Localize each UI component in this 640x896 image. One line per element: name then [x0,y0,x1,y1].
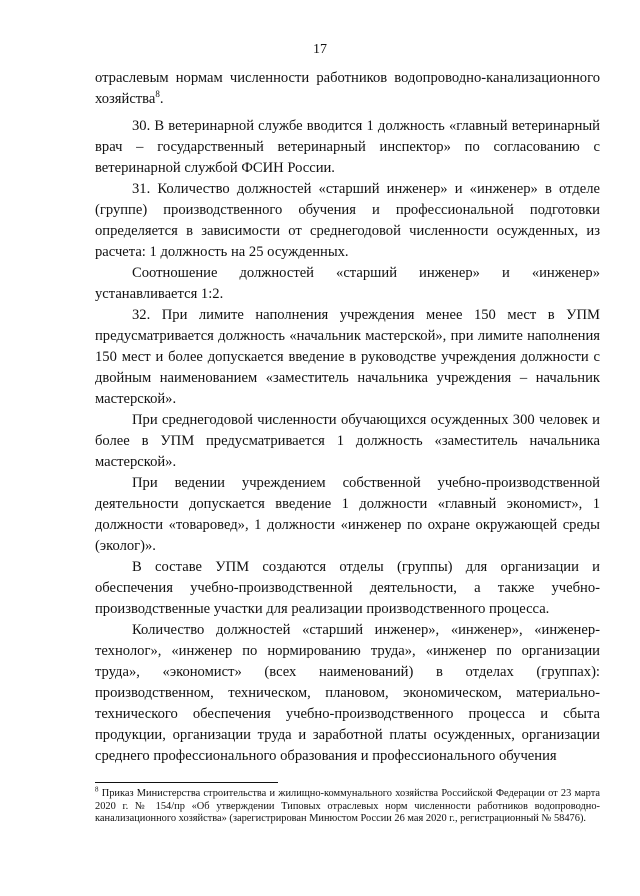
paragraph-positions-count: Количество должностей «старший инженер», «инженер», «инженер-технолог», «инженер по нормированию труда», «инженер по организации труда», «экономист» (всех наименований) в отделах (группах): производственном, техническом, плановом, экономическом, материально-технического обеспечения учебно-производственного процесса и сбыта продукции, организации труда и заработной платы осужденных, организации среднего профессионального образования и профессионального обучения [95,622,600,764]
paragraph-deputy-head: При среднегодовой численности обучающихся осужденных 300 человек и более в УПМ предусматривается 1 должность «заместитель начальника мастерской». [95,412,600,470]
footnote-reference: 8 [155,89,160,100]
paragraph-30: 30. В ветеринарной службе вводится 1 должность «главный ветеринарный врач – государственный ветеринарный инспектор» по согласованию с ветеринарной службой ФСИН России. [95,118,600,176]
paragraph-text: отраслевым нормам численности работников водопроводно-канализационного хозяйства [95,70,600,107]
footnote [95,785,600,826]
footnote-separator [95,782,278,783]
paragraph-continuation: отраслевым нормам численности работников водопроводно-канализационного хозяйства$^8$. [95,70,600,107]
paragraph-32: 32. При лимите наполнения учреждения менее 150 мест в УПМ предусматривается должность «начальник мастерской», при лимите наполнения 150 мест и более допускается введение в руководстве учреждения должности с двойным наименованием «заместитель начальника учреждения – начальник мастерской». [95,307,600,407]
body-text [95,68,600,767]
footnote-marker: 8 [95,785,99,794]
paragraph-ratio: Соотношение должностей «старший инженер» и «инженер» устанавливается 1:2. [95,265,600,302]
paragraph-own-activity: При ведении учреждением собственной учебно-производственной деятельности допускается введение 1 должности «главный экономист», 1 должности «товаровед», 1 должности «инженер по охране окружающей среды (эколог)». [95,475,600,554]
page-number: 17 [313,42,327,57]
paragraph-departments: В составе УПМ создаются отделы (группы) для организации и обеспечения учебно-производственной деятельности, а также учебно-производственные участки для реализации производственного процесса. [95,559,600,617]
paragraph-31: 31. Количество должностей «старший инженер» и «инженер» в отделе (группе) производственного обучения и профессиональной подготовки определяется в зависимости от среднегодовой численности осужденных, из расчета: 1 должность на 25 осужденных. [95,181,600,260]
footnote-text: Приказ Министерства строительства и жилищно-коммунального хозяйства Российской Федерации от 23 марта 2020 г. № 154/пр «Об утверждении Типовых отраслевых норм численности работников водопроводно-канализационного хозяйства» (зарегистрирован Минюстом России 26 мая 2020 г., регистрационный № 58476). [95,788,600,824]
